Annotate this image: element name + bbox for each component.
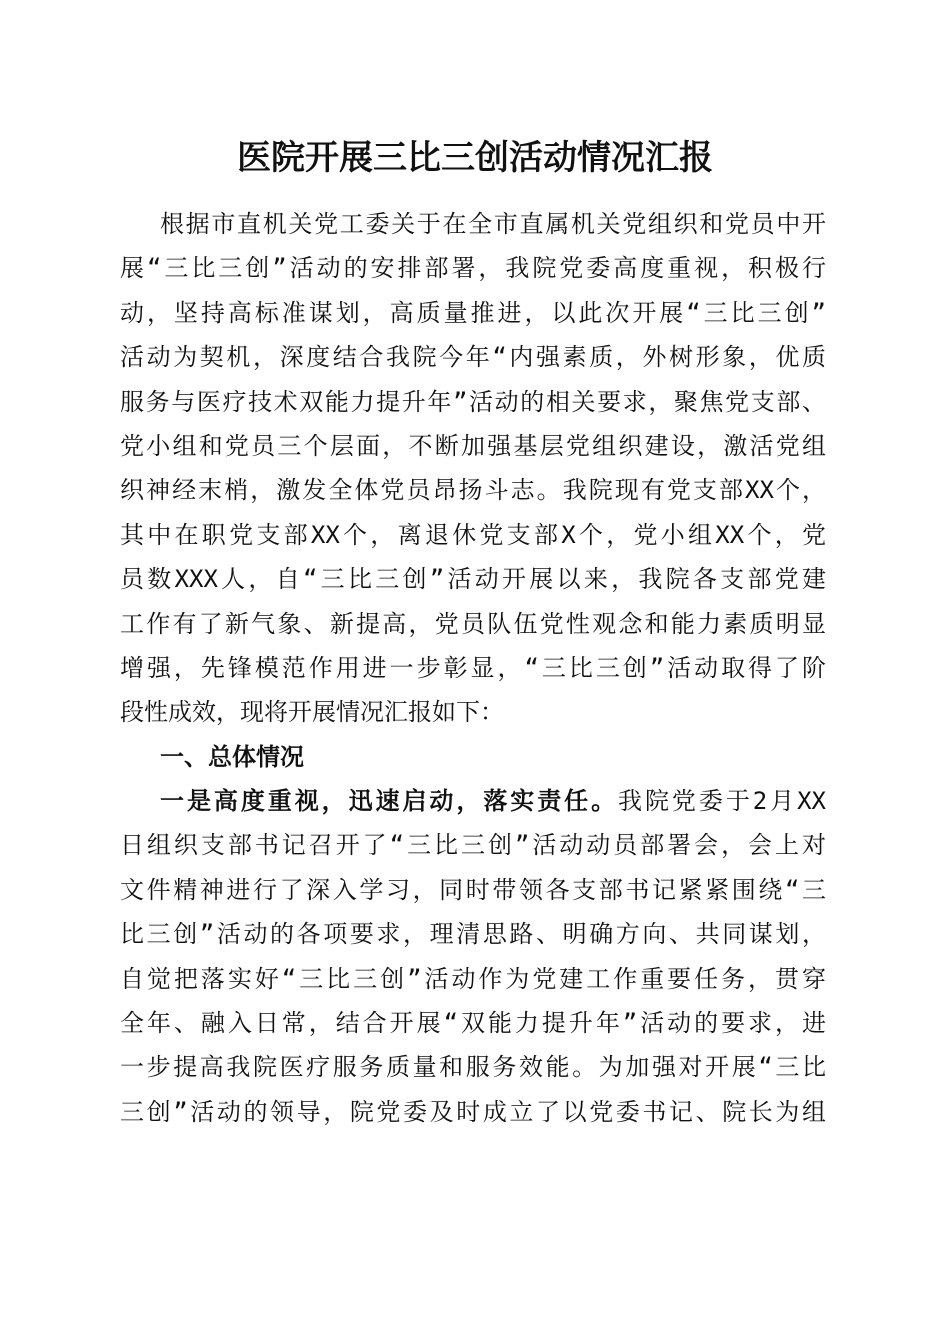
paragraph-line: 段性成效，现将开展情况汇报如下：	[120, 698, 504, 727]
paragraph-line: 全年、融入日常，结合开展“双能力提升年”活动的要求，进	[120, 1009, 826, 1038]
paragraph-line: 员数XXX人，自“三比三创”活动开展以来，我院各支部党建	[120, 565, 826, 594]
paragraph-line: 自觉把落实好“三比三创”活动作为党建工作重要任务，贯穿	[120, 964, 826, 993]
paragraph-line: 根据市直机关党工委关于在全市直属机关党组织和党员中开	[160, 210, 826, 238]
paragraph-lead-rest: 我院党委于2月XX	[618, 787, 826, 816]
paragraph-line: 比三创”活动的各项要求，理清思路、明确方向、共同谋划，	[120, 920, 826, 949]
paragraph-line: 服务与医疗技术双能力提升年”活动的相关要求，聚焦党支部、	[120, 387, 826, 416]
paragraph-line: 展“三比三创”活动的安排部署，我院党委高度重视，积极行	[120, 254, 826, 283]
paragraph-line: 党小组和党员三个层面，不断加强基层党组织建设，激活党组	[120, 431, 826, 460]
paragraph-line: 织神经末梢，激发全体党员昂扬斗志。我院现有党支部XX个，	[120, 476, 826, 505]
paragraph-line	[120, 779, 826, 823]
paragraph-intro	[120, 202, 826, 735]
document-body	[120, 202, 826, 1134]
section-heading: 一、总体情况	[160, 742, 304, 771]
paragraph-line: 日组织支部书记召开了“三比三创”活动动员部署会，会上对	[120, 831, 826, 860]
paragraph-line: 一步提高我院医疗服务质量和服务效能。为加强对开展“三比	[120, 1053, 826, 1082]
paragraph-line: 其中在职党支部XX个，离退休党支部X个，党小组XX个，党	[120, 520, 826, 549]
paragraph-lead-bold: 一是高度重视，迅速启动，落实责任。	[160, 787, 619, 816]
paragraph-line: 增强，先锋模范作用进一步彰显，“三比三创”活动取得了阶	[120, 653, 826, 682]
paragraph-line: 动，坚持高标准谋划，高质量推进，以此次开展“三比三创”	[120, 298, 826, 327]
paragraph-line: 活动为契机，深度结合我院今年“内强素质，外树形象，优质	[120, 343, 826, 372]
document-title: 医院开展三比三创活动情况汇报	[237, 138, 713, 178]
paragraph-overview	[120, 779, 826, 1134]
paragraph-line: 工作有了新气象、新提高，党员队伍党性观念和能力素质明显	[120, 609, 826, 638]
paragraph-line: 三创”活动的领导，院党委及时成立了以党委书记、院长为组	[120, 1097, 826, 1126]
paragraph-line: 文件精神进行了深入学习，同时带领各支部书记紧紧围绕“三	[120, 875, 826, 904]
